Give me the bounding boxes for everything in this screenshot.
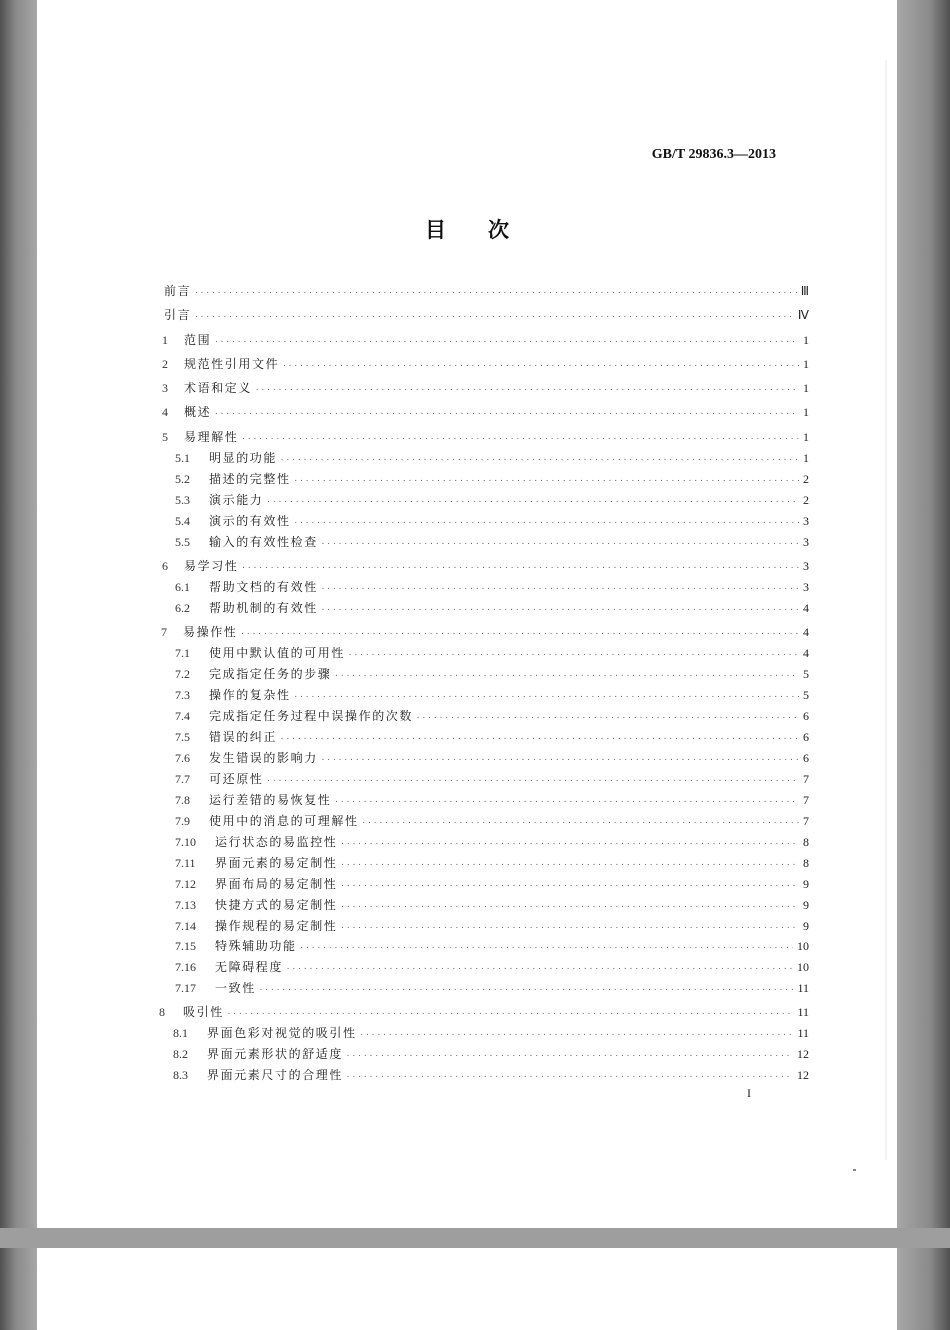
toc-entry-number: 5 bbox=[162, 430, 168, 444]
toc-entry-number: 7.6 bbox=[175, 751, 190, 765]
toc-entry[interactable] bbox=[173, 1024, 809, 1041]
toc-entry-page: 6 bbox=[803, 709, 809, 723]
toc-entry-title: 无障碍程度 bbox=[215, 960, 284, 974]
toc-leader-dots bbox=[266, 775, 799, 787]
toc-leader-dots bbox=[240, 628, 799, 640]
toc-entry-title: 特殊辅助功能 bbox=[215, 939, 297, 953]
toc-leader-dots bbox=[227, 1008, 794, 1020]
toc-entry[interactable] bbox=[175, 491, 809, 508]
toc-entry-page: Ⅳ bbox=[797, 308, 809, 322]
toc-leader-dots bbox=[280, 733, 799, 745]
toc-entry-page: 1 bbox=[803, 333, 809, 347]
toc-entry-page: 9 bbox=[803, 898, 809, 912]
toc-entry-page: 6 bbox=[803, 730, 809, 744]
toc-entry[interactable] bbox=[175, 707, 809, 724]
toc-leader-dots bbox=[334, 796, 799, 808]
toc-entry-title: 易学习性 bbox=[184, 559, 239, 573]
toc-entry-title: 概述 bbox=[184, 405, 212, 419]
toc-entry-page: 5 bbox=[803, 667, 809, 681]
toc-entry[interactable] bbox=[173, 1045, 809, 1062]
toc-entry-page: 10 bbox=[797, 960, 809, 974]
toc-entry-number: 7.17 bbox=[175, 981, 196, 995]
toc-entry-title: 操作的复杂性 bbox=[209, 688, 291, 702]
toc-entry-number: 7.16 bbox=[175, 960, 196, 974]
toc-entry-title: 界面色彩对视觉的吸引性 bbox=[207, 1026, 357, 1040]
toc-entry-page: 2 bbox=[803, 493, 809, 507]
toc-entry[interactable] bbox=[175, 854, 809, 871]
toc-entry-title: 易操作性 bbox=[183, 625, 238, 639]
toc-entry-title: 界面布局的易定制性 bbox=[215, 877, 338, 891]
toc-entry[interactable] bbox=[175, 791, 809, 808]
toc-entry[interactable] bbox=[159, 1003, 809, 1020]
toc-entry[interactable] bbox=[164, 306, 809, 323]
toc-leader-dots bbox=[346, 1050, 793, 1062]
toc-entry-title: 规范性引用文件 bbox=[184, 357, 280, 371]
toc-entry-page: 1 bbox=[803, 451, 809, 465]
toc-entry[interactable] bbox=[173, 1066, 809, 1083]
toc-entry-title: 演示的有效性 bbox=[209, 514, 291, 528]
toc-entry-number: 5.1 bbox=[175, 451, 190, 465]
toc-entry-title: 运行差错的易恢复性 bbox=[209, 793, 332, 807]
toc-entry[interactable] bbox=[175, 644, 809, 661]
toc-entry-page: 12 bbox=[797, 1047, 809, 1061]
toc-entry-page: 7 bbox=[803, 772, 809, 786]
toc-leader-dots bbox=[194, 287, 797, 299]
toc-entry[interactable] bbox=[175, 449, 809, 466]
toc-entry-title: 界面元素尺寸的合理性 bbox=[207, 1068, 344, 1082]
toc-entry-number: 7.13 bbox=[175, 898, 196, 912]
toc-leader-dots bbox=[300, 942, 793, 954]
toc-leader-dots bbox=[348, 649, 799, 661]
toc-entry-title: 错误的纠正 bbox=[209, 730, 278, 744]
toc-entry-title: 明显的功能 bbox=[209, 451, 278, 465]
toc-entry-number: 7.10 bbox=[175, 835, 196, 849]
toc-entry[interactable] bbox=[175, 979, 809, 996]
toc-entry[interactable] bbox=[175, 812, 809, 829]
toc-entry-title: 操作规程的易定制性 bbox=[215, 919, 338, 933]
toc-leader-dots bbox=[282, 360, 799, 372]
toc-entry-number: 7.9 bbox=[175, 814, 190, 828]
toc-entry-number: 5.3 bbox=[175, 493, 190, 507]
toc-leader-dots bbox=[321, 754, 799, 766]
toc-leader-dots bbox=[194, 311, 794, 323]
toc-entry-page: 7 bbox=[803, 814, 809, 828]
toc-entry-page: 6 bbox=[803, 751, 809, 765]
toc-entry-number: 8.3 bbox=[173, 1068, 188, 1082]
toc-entry-number: 7.7 bbox=[175, 772, 190, 786]
toc-entry-page: 1 bbox=[803, 430, 809, 444]
toc-entry-number: 7.1 bbox=[175, 646, 190, 660]
standard-code: GB/T 29836.3—2013 bbox=[651, 147, 776, 162]
viewer-page-gap bbox=[0, 1228, 950, 1248]
toc-leader-dots bbox=[321, 604, 799, 616]
toc-leader-dots bbox=[294, 475, 799, 487]
toc-entry-title: 发生错误的影响力 bbox=[209, 751, 318, 765]
toc-entry-page: 9 bbox=[803, 919, 809, 933]
toc-entry-title: 演示能力 bbox=[209, 493, 264, 507]
toc-entry[interactable] bbox=[175, 958, 809, 975]
toc-entry-number: 7.15 bbox=[175, 939, 196, 953]
toc-entry[interactable] bbox=[175, 686, 809, 703]
toc-leader-dots bbox=[346, 1071, 793, 1083]
toc-entry-title: 易理解性 bbox=[184, 430, 239, 444]
toc-entry-number: 4 bbox=[162, 405, 168, 419]
toc-entry-page: 10 bbox=[797, 939, 809, 953]
toc-entry-number: 5.4 bbox=[175, 514, 190, 528]
toc-entry-number: 5.2 bbox=[175, 472, 190, 486]
toc-entry[interactable] bbox=[162, 403, 809, 420]
toc-entry-number: 6.1 bbox=[175, 580, 190, 594]
toc-entry-title: 界面元素的易定制性 bbox=[215, 856, 338, 870]
toc-entry[interactable] bbox=[162, 355, 809, 372]
toc-entry[interactable] bbox=[175, 512, 809, 529]
toc-entry-title: 吸引性 bbox=[183, 1005, 224, 1019]
toc-entry-number: 5.5 bbox=[175, 535, 190, 549]
toc-leader-dots bbox=[334, 670, 799, 682]
toc-entry-number: 2 bbox=[162, 357, 168, 371]
toc-entry[interactable] bbox=[175, 665, 809, 682]
toc-entry-title: 完成指定任务过程中误操作的次数 bbox=[209, 709, 414, 723]
toc-entry-title: 帮助文档的有效性 bbox=[209, 580, 318, 594]
toc-leader-dots bbox=[259, 984, 794, 996]
toc-entry[interactable] bbox=[162, 428, 809, 445]
toc-entry-page: 8 bbox=[803, 856, 809, 870]
toc-leader-dots bbox=[294, 517, 799, 529]
toc-leader-dots bbox=[360, 1029, 794, 1041]
page-title: 目次 bbox=[425, 218, 551, 242]
toc-leader-dots bbox=[321, 583, 799, 595]
toc-entry-page: 2 bbox=[803, 472, 809, 486]
toc-leader-dots bbox=[340, 859, 799, 871]
toc-leader-dots bbox=[280, 454, 799, 466]
toc-entry-number: 7.2 bbox=[175, 667, 190, 681]
toc-leader-dots bbox=[294, 691, 799, 703]
toc-entry[interactable] bbox=[175, 728, 809, 745]
toc-entry-page: 3 bbox=[803, 559, 809, 573]
toc-entry[interactable] bbox=[162, 379, 809, 396]
toc-entry-number: 3 bbox=[162, 381, 168, 395]
toc-entry-page: 11 bbox=[797, 1005, 809, 1019]
toc-entry-page: 1 bbox=[803, 381, 809, 395]
toc-entry-title: 完成指定任务的步骤 bbox=[209, 667, 332, 681]
toc-leader-dots bbox=[255, 384, 799, 396]
toc-leader-dots bbox=[340, 880, 799, 892]
toc-entry-title: 一致性 bbox=[215, 981, 256, 995]
toc-entry[interactable] bbox=[175, 770, 809, 787]
toc-entry[interactable] bbox=[162, 557, 809, 574]
toc-entry[interactable] bbox=[162, 331, 809, 348]
toc-leader-dots bbox=[340, 922, 799, 934]
toc-entry-title: 使用中的消息的可理解性 bbox=[209, 814, 359, 828]
toc-entry-title: 可还原性 bbox=[209, 772, 264, 786]
toc-entry-page: 7 bbox=[803, 793, 809, 807]
toc-entry-page: 4 bbox=[803, 601, 809, 615]
toc-leader-dots bbox=[340, 901, 799, 913]
toc-entry-page: 3 bbox=[803, 535, 809, 549]
toc-entry-title: 帮助机制的有效性 bbox=[209, 601, 318, 615]
toc-entry-page: Ⅲ bbox=[800, 284, 809, 298]
toc-entry[interactable] bbox=[175, 875, 809, 892]
toc-leader-dots bbox=[241, 562, 799, 574]
toc-leader-dots bbox=[321, 538, 799, 550]
toc-entry[interactable] bbox=[175, 937, 809, 954]
toc-entry[interactable] bbox=[175, 749, 809, 766]
toc-entry[interactable] bbox=[175, 896, 809, 913]
toc-entry-page: 12 bbox=[797, 1068, 809, 1082]
toc-leader-dots bbox=[362, 817, 799, 829]
toc-leader-dots bbox=[286, 963, 793, 975]
toc-entry-title: 描述的完整性 bbox=[209, 472, 291, 486]
toc-entry-page: 11 bbox=[797, 1026, 809, 1040]
toc-entry-title: 前言 bbox=[164, 284, 192, 298]
toc-entry-number: 7.3 bbox=[175, 688, 190, 702]
toc-entry-number: 7.14 bbox=[175, 919, 196, 933]
toc-entry-page: 8 bbox=[803, 835, 809, 849]
document-page bbox=[37, 0, 897, 1228]
toc-entry-number: 6 bbox=[162, 559, 168, 573]
toc-entry-number: 7.5 bbox=[175, 730, 190, 744]
toc-entry-title: 界面元素形状的舒适度 bbox=[207, 1047, 344, 1061]
toc-entry-page: 4 bbox=[803, 646, 809, 660]
toc-entry-title: 运行状态的易监控性 bbox=[215, 835, 338, 849]
toc-entry-title: 术语和定义 bbox=[184, 381, 253, 395]
toc-entry-number: 8.2 bbox=[173, 1047, 188, 1061]
page-folio: I bbox=[747, 1086, 751, 1100]
toc-entry[interactable] bbox=[175, 533, 809, 550]
toc-leader-dots bbox=[241, 433, 799, 445]
toc-entry-number: 8 bbox=[159, 1005, 165, 1019]
toc-entry-number: 7.12 bbox=[175, 877, 196, 891]
toc-entry-page: 1 bbox=[803, 357, 809, 371]
toc-entry-title: 引言 bbox=[164, 308, 192, 322]
toc-entry-page: 3 bbox=[803, 580, 809, 594]
toc-entry-page: 9 bbox=[803, 877, 809, 891]
toc-entry-title: 输入的有效性检查 bbox=[209, 535, 318, 549]
toc-entry[interactable] bbox=[161, 623, 809, 640]
next-page-preview bbox=[37, 1248, 897, 1330]
toc-entry-number: 7 bbox=[161, 625, 167, 639]
toc-entry-number: 7.4 bbox=[175, 709, 190, 723]
toc-entry-number: 7.8 bbox=[175, 793, 190, 807]
toc-leader-dots bbox=[214, 336, 799, 348]
table-of-contents bbox=[37, 0, 897, 1228]
toc-entry-page: 3 bbox=[803, 514, 809, 528]
toc-entry-page: 4 bbox=[803, 625, 809, 639]
toc-leader-dots bbox=[214, 408, 799, 420]
toc-entry[interactable] bbox=[164, 282, 809, 299]
toc-entry-page: 11 bbox=[797, 981, 809, 995]
toc-entry-number: 7.11 bbox=[175, 856, 196, 870]
toc-entry-title: 快捷方式的易定制性 bbox=[215, 898, 338, 912]
toc-entry-number: 8.1 bbox=[173, 1026, 188, 1040]
toc-entry[interactable] bbox=[175, 470, 809, 487]
toc-entry-number: 1 bbox=[162, 333, 168, 347]
toc-entry[interactable] bbox=[175, 599, 809, 616]
toc-entry[interactable] bbox=[175, 917, 809, 934]
toc-entry-number: 6.2 bbox=[175, 601, 190, 615]
toc-entry-title: 范围 bbox=[184, 333, 212, 347]
toc-leader-dots bbox=[340, 838, 799, 850]
toc-entry[interactable] bbox=[175, 833, 809, 850]
toc-entry-page: 5 bbox=[803, 688, 809, 702]
toc-leader-dots bbox=[266, 496, 799, 508]
toc-entry-title: 使用中默认值的可用性 bbox=[209, 646, 346, 660]
toc-entry-page: 1 bbox=[803, 405, 809, 419]
toc-entry[interactable] bbox=[175, 578, 809, 595]
toc-leader-dots bbox=[416, 712, 799, 724]
